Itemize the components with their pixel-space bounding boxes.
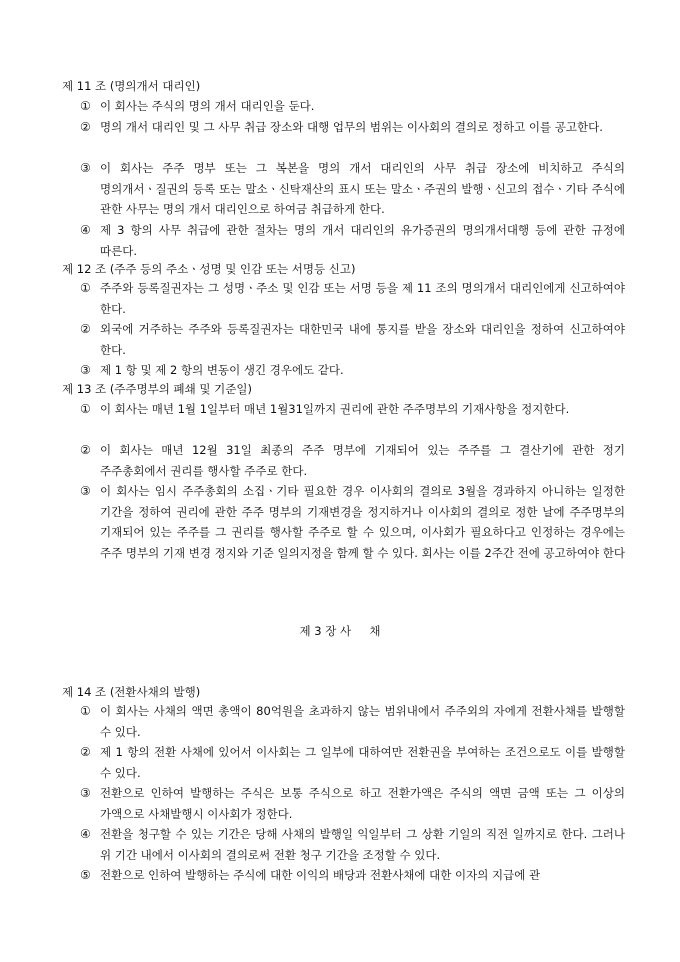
item-number: ④: [80, 223, 91, 237]
item-number: ②: [80, 745, 91, 759]
item-text: 전환으로 인하여 발행하는 주식은 보통 주식으로 하고 전환가액은 주식의 액면 금액 또는 그 이상의 가액으로 사채발행시 이사회가 정한다.: [100, 786, 625, 821]
item-number: ③: [80, 161, 91, 175]
item-number: ④: [80, 827, 91, 841]
article-14-item-3: [80, 783, 625, 824]
article-13-item-1: [80, 399, 625, 420]
article-13-item-2: [80, 440, 625, 481]
item-text: 명의 개서 대리인 및 그 사무 취급 장소와 대행 업무의 범위는 이사회의 결의로 정하고 이를 공고한다.: [100, 120, 603, 134]
chapter-title: 제 3 장 사 채: [299, 624, 381, 638]
item-number: ⑤: [80, 868, 91, 882]
item-text: 제 1 항 및 제 2 항의 변동이 생긴 경우에도 같다.: [100, 363, 344, 377]
article-13-heading: 제 13 조 (주주명부의 폐쇄 및 기준일): [62, 382, 252, 396]
article-11-item-4: [80, 220, 625, 261]
article-12-heading: 제 12 조 (주주 등의 주소ㆍ성명 및 인감 또는 서명등 신고): [62, 262, 356, 276]
item-number: ③: [80, 363, 91, 377]
item-text: 이 회사는 주식의 명의 개서 대리인을 둔다.: [100, 99, 315, 113]
item-text: 이 회사는 매년 1월 1일부터 매년 1월31일까지 권리에 관한 주주명부의 기재사항을 정지한다.: [100, 402, 570, 416]
item-number: ②: [80, 443, 91, 457]
item-text: 주주와 등록질권자는 그 성명ㆍ주소 및 인감 또는 서명 등을 제 11 조의 명의개서 대리인에게 신고하여야 한다.: [100, 281, 625, 316]
article-12-item-3: [80, 360, 625, 381]
article-12-item-2: [80, 319, 625, 360]
item-text: 이 회사는 매년 12월 31일 최종의 주주 명부에 기재되어 있는 주주를 그 결산기에 관한 정기 주주총회에서 권리를 행사할 주주로 한다.: [100, 443, 625, 478]
article-13-item-3: [80, 481, 625, 563]
item-number: ①: [80, 402, 91, 416]
item-text: 이 회사는 주주 명부 또는 그 복본을 명의 개서 대리인의 사무 취급 장소에 비치하고 주식의 명의개서ㆍ질권의 등록 또는 말소ㆍ신탁재산의 표시 또는 말소ㆍ주권의 발행ㆍ신고의 접수ㆍ기타 주식에 관한 사무는 명의 개서 대리인으로 하여금 취급하게 한다.: [100, 161, 625, 216]
item-number: ③: [80, 786, 91, 800]
article-11-item-1: [80, 96, 625, 117]
article-14-item-1: [80, 701, 625, 742]
article-11-item-3: [80, 158, 625, 220]
item-number: ①: [80, 99, 91, 113]
article-14-item-4: [80, 824, 625, 865]
item-number: ②: [80, 322, 91, 336]
article-11-item-2: [80, 117, 625, 138]
article-14-heading: 제 14 조 (전환사채의 발행): [62, 685, 201, 699]
item-text: 전환으로 인하여 발행하는 주식에 대한 이익의 배당과 전환사채에 대한 이자의 지급에 관: [100, 868, 541, 882]
item-text: 외국에 거주하는 주주와 등록질권자는 대한민국 내에 통지를 받을 장소와 대리인을 정하여 신고하여야 한다.: [100, 322, 625, 357]
item-text: 제 3 항의 사무 취급에 관한 절차는 명의 개서 대리인의 유가증권의 명의개서대행 등에 관한 규정에 따른다.: [100, 223, 625, 258]
item-number: ①: [80, 281, 91, 295]
item-number: ①: [80, 704, 91, 718]
chapter-heading: [0, 623, 680, 640]
article-12-item-1: [80, 278, 625, 319]
item-number: ③: [80, 484, 91, 498]
article-14-item-5: [80, 865, 625, 886]
item-text: 이 회사는 임시 주주총회의 소집ㆍ기타 필요한 경우 이사회의 결의로 3월을 경과하지 아니하는 일정한 기간을 정하여 권리에 관한 주주 명부의 기재변경을 정지하거나 이사회의 결의로 정한 날에 주주명부의 기재되어 있는 주주를 그 권리를 행사할 주주로 할 수 있으며, 이사회가 필요하다고 인정하는 경우에는 주주 명부의 기재 변경 정지와 기준 일의지정을 함께 할 수 있다. 회사는 이를 2주간 전에 공고하여야 한다: [100, 484, 625, 560]
item-text: 전환을 청구할 수 있는 기간은 당해 사채의 발행일 익일부터 그 상환 기일의 직전 일까지로 한다. 그러나 위 기간 내에서 이사회의 결의로써 전환 청구 기간을 조정할 수 있다.: [100, 827, 625, 862]
item-text: 제 1 항의 전환 사채에 있어서 이사회는 그 일부에 대하여만 전환권을 부여하는 조건으로도 이를 발행할 수 있다.: [100, 745, 625, 780]
article-14-item-2: [80, 742, 625, 783]
item-number: ②: [80, 120, 91, 134]
article-11-heading: 제 11 조 (명의개서 대리인): [62, 79, 201, 93]
item-text: 이 회사는 사채의 액면 총액이 80억원을 초과하지 않는 범위내에서 주주외의 자에게 전환사채를 발행할 수 있다.: [100, 704, 625, 739]
